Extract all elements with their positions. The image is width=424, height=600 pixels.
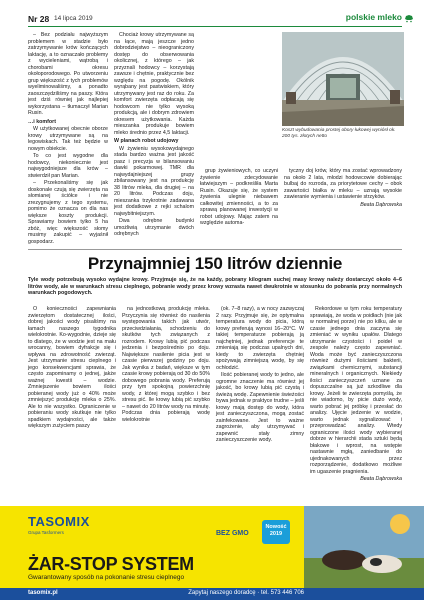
article1-column-3 [200, 168, 278, 228]
cows-image [304, 506, 424, 588]
photo-caption: Koszt wybudowania prostej obory łukowej wyniósł ok. 200 tys. złotych netto [282, 128, 396, 139]
ad-tagline: Gwarantowany sposób na pokonanie stresu cieplnego [28, 574, 185, 581]
paragraph: (ok. 7–8 razy), a w nocy zazwyczaj 2 razy. Przyjmuje się, że optymalna temperatura wody do picia, którą krowy preferują wynosi 16–20°C. W takiej temperaturze pobierają ją najchętniej, jednak preferencje te zmieniają się podczas upalnych dni, kiedy to zwierzęta chętniej spożywają zimniejszą wodę, by się ochłodzić. [216, 306, 304, 371]
paragraph: grup żywieniowych, co uczyni żywienie zdecydowanie łatwiejszym – podkreśliła Marta Rusin. Okazuje się, że system żywienia ulegnie niebawem całkowitej zmienności, a to za sprawą planowanej inwestycji w robot udojowy. Mając zatem na względzie automa- [200, 168, 278, 226]
article1-column-2 [114, 32, 194, 239]
issue-number: Nr 28 [28, 14, 50, 24]
article2-lead: Tyle wody potrzebują wysoko wydajne krowy. Przyjmuje się, że na każdy, pobrany kilogram suchej masy krowy należy dostarczyć około 4–6 litrów wody, ale w warunkach stresu cieplnego, pobranie wody przez krowy wzrasta nawet dwukrotnie w stosunku do pobrania przy normalnych warunkach pogodowych. [28, 277, 402, 297]
cow-icon [404, 13, 414, 23]
subheading: …i komfort [28, 118, 56, 125]
ad-contact: Zapytaj naszego doradcę · tel. 573 446 706 [188, 590, 304, 596]
article1-column-1 [28, 32, 108, 246]
bez-gmo-label: BEZ GMO [216, 530, 249, 537]
paragraph: To co jest wygodne dla hodowcy, niekoniecznie jest najwygodniejsze dla krów – stwierdził pan Marian. [28, 153, 108, 179]
subheading: W planach robot udojowy [114, 138, 179, 144]
author-signature: Beata Dąbrowska [360, 476, 402, 482]
ad-brand: TASOMIX [28, 514, 90, 529]
issue-date: 14 lipca 2019 [54, 15, 93, 22]
paragraph: na jednostkową produkcję mleka. Przyczynia się również do nasilenia występowania takich jak utwór, przeciwdziałania, schodzeniu do skutków tych związanych z rozrodem. Krowy lubią pić podczas jedzenia i bezpośrednio po doju. Największe nasilenie picia jest w czasie pierwszej godziny po doju. Jak wynika z badań, większe w tym czasie krowy pobierają od 30 do 50% dobowego pobrania wody. Preferują przy tym spokojną powierzchnię wody, z której mogą szybko i bez stresu pić. Ile krowy lubią pić szybko – nawet do 20 litrów wody na minutę. Podczas dnia pobierają wodę wielokrotnie [122, 306, 210, 423]
barn-photo [282, 32, 404, 126]
new-badge [262, 520, 290, 544]
article2-column-1 [28, 306, 116, 431]
paragraph: Chociaż krowy utrzymywane są na łące, mają jeszcze jedno dobrodziejstwo – nieograniczony dostęp do obserwowania okolicznej, z którego – jak przyznali hodowcy – korzystają zawsze i chętnie, praktycznie bez względu na pogodę. Okólnik wyrąbany jest pastwiskiem, który utrzymywany jest raz do roku. Za komfort zwierzęta odpłacają się hodowcom nie tylko wysoką produkcją, ale i dobrym zdrowiem okresem użytkowania. Każda mieszanka produkuje bowiem mleko średnio przez 4,5 laktacji. [114, 32, 194, 136]
paragraph: – Bez podziału najwyższym problemem w stadzie było zatrzymywanie krów kończących laktację, a to oznaczało problemy z wycieleniami, wątrobą i chorobami okresu okołoporodowego. Po utworzeniu grup większość z tych problemów wyeliminowaliśmy, a ponadto zaoszczędziliśmy na paszy. Która jest dziś równiej jak najlepiej wykorzystana – tłumaczył Marian Rusin. [28, 32, 108, 116]
ad-brand-subtitle: Grupa Tasformers [28, 530, 64, 535]
badge-line: 2019 [269, 531, 283, 537]
article2-column-3 [216, 306, 304, 445]
tasomix-advertisement[interactable] [0, 506, 424, 600]
paragraph: Ilość pobieranej wody to jedno, ale ogromne znaczenie ma również jej jakość, bo krowy lubią pić czystą i świeżą wodę. Zapewnienie świeżości bywa jednak w praktyce trudne – jeśli krowy mają dostęp do wody, która jest zanieczyszczona, mogą zostać zainfekowane. Jest to ważne zagrożenie, aby utrzymywać i zapewnić stały zimny zanieczyszczenie wody. [216, 372, 304, 443]
ad-website-link[interactable]: tasomix.pl [28, 590, 58, 596]
article-divider [28, 249, 402, 250]
article2-column-4 [310, 306, 402, 484]
paragraph: – Przekonaliśmy się jak doskonale czują się zwierzęta na słomianej ściółce i nie zrezygnujemy z tego systemu, pomimo że oznacza on dla nas większe koszty produkcji. Sprawiamy bowiem tylko 5 ha zbóż, więc większość słomy musimy zakupić – wyjaśnił gospodarz. [28, 180, 108, 245]
author-signature: Beata Dąbrowska [360, 201, 402, 208]
paragraph: Dwa odrębne budynki umożliwią utrzymanie dwóch odrębnych [114, 218, 194, 237]
paragraph: tyczny doj krów, który ma zostać wprowadzony na około 2 lata, młodzi hodowcowie dobierając bulbaj do rozroda, za priorytetowe cechy – obok zawartości białka w mleku – uznają wysokie zawieranie wymienia i ustawienie strzyków. [284, 168, 402, 200]
article2-title: Przynajmniej 150 litrów dziennie [87, 254, 343, 273]
paragraph: W żywieniu wysokowydajnego stada bardzo ważna jest jakość pasz i precyzja w bilansowaniu dawki pokarmowej. TMR dla najwydajniejszej grupy zbilansowany jest na produkcję 38 litrów mleka, dla drugiej – na 20 litrów. Podczas doju, mieszanka trzykrotnie zadawana jest dodatkowe z rejki schalom najwybitniejszym. [114, 145, 194, 217]
paragraph: O konieczności zapewniania zwierzętom dostatecznej ilości, dobrej jakości wody pisaliśmy na łamach naszego tygodnika wielokrotnie. Ko-wygodnie, dzieje się to dlatego, że w wodzie jest na mału wrocanny, bowiem dyfrakcje się i wpływa na zdrowotność zwierząt. Jest utrzymanie stresu cieplnego i jego konsekwencjami sprawia, że często zapominamy o jednej, jakże ważnej kwestii – wodzie. Zmniejszenie bowiem ilości pobieranej wody już o 40% może zmniejszyć produkcję mleka o 25%. Ale to nie wszystko. Ograniczenie w pobieraniu wody skutkuje nie tylko spadkiem wydajności, ale także większym zużyciem paszy [28, 306, 116, 429]
barn-image [282, 32, 404, 126]
article2-column-2 [122, 306, 210, 424]
article1-column-4 [284, 168, 402, 209]
ad-headline: ŻAR-STOP SYSTEM [28, 554, 194, 574]
masthead-logo: polskie mleko [345, 12, 402, 22]
paragraph: W użytkowanej obecnie oborze krowy utrzymywane są na legowiskach. Tak też będzie w nowym obiekcie. [28, 126, 108, 152]
paragraph: Rekordowe w tym roku temperatury sprawiają, że woda w poidłach (nie jak w normalnej porze) nie po kilku, ale w czasie jednego dnia zaczyna się zmieniać w wyniku upałów. Dlatego utrzymanie czystości i poideł w zespole należy często zapewniać. Woda może być zanieczyszczona również dużymi ilościami bakterii, związkami chemicznymi, substancji mineralnych i organicznych. Niekiedy ilości zanieczyszczeń uznane za dopuszczalne są już szkodliwe dla krowy. Jeżeli te zwierzęta pomyślą, że nie wiadomo, by picie dużo wody, warto pobrać jej próbkę i przesłać do analizy. Ujęcie jedzenie w wodzie, warto jednak sygnalizować i przeprowadzać analizy. Wtedy ograniczone ilości wody wybieranej dobrze w hierarchii stada sztuki będą błakowe i wprost, na wstępie nastawnie mgłą, zaniedbanie do ujednakowanych przez rozporządzenie, dodatkowo możliwe im ugaszenie pragnienia. [310, 306, 402, 475]
badge-line: Nowość [265, 524, 287, 530]
header-rule [28, 26, 402, 27]
